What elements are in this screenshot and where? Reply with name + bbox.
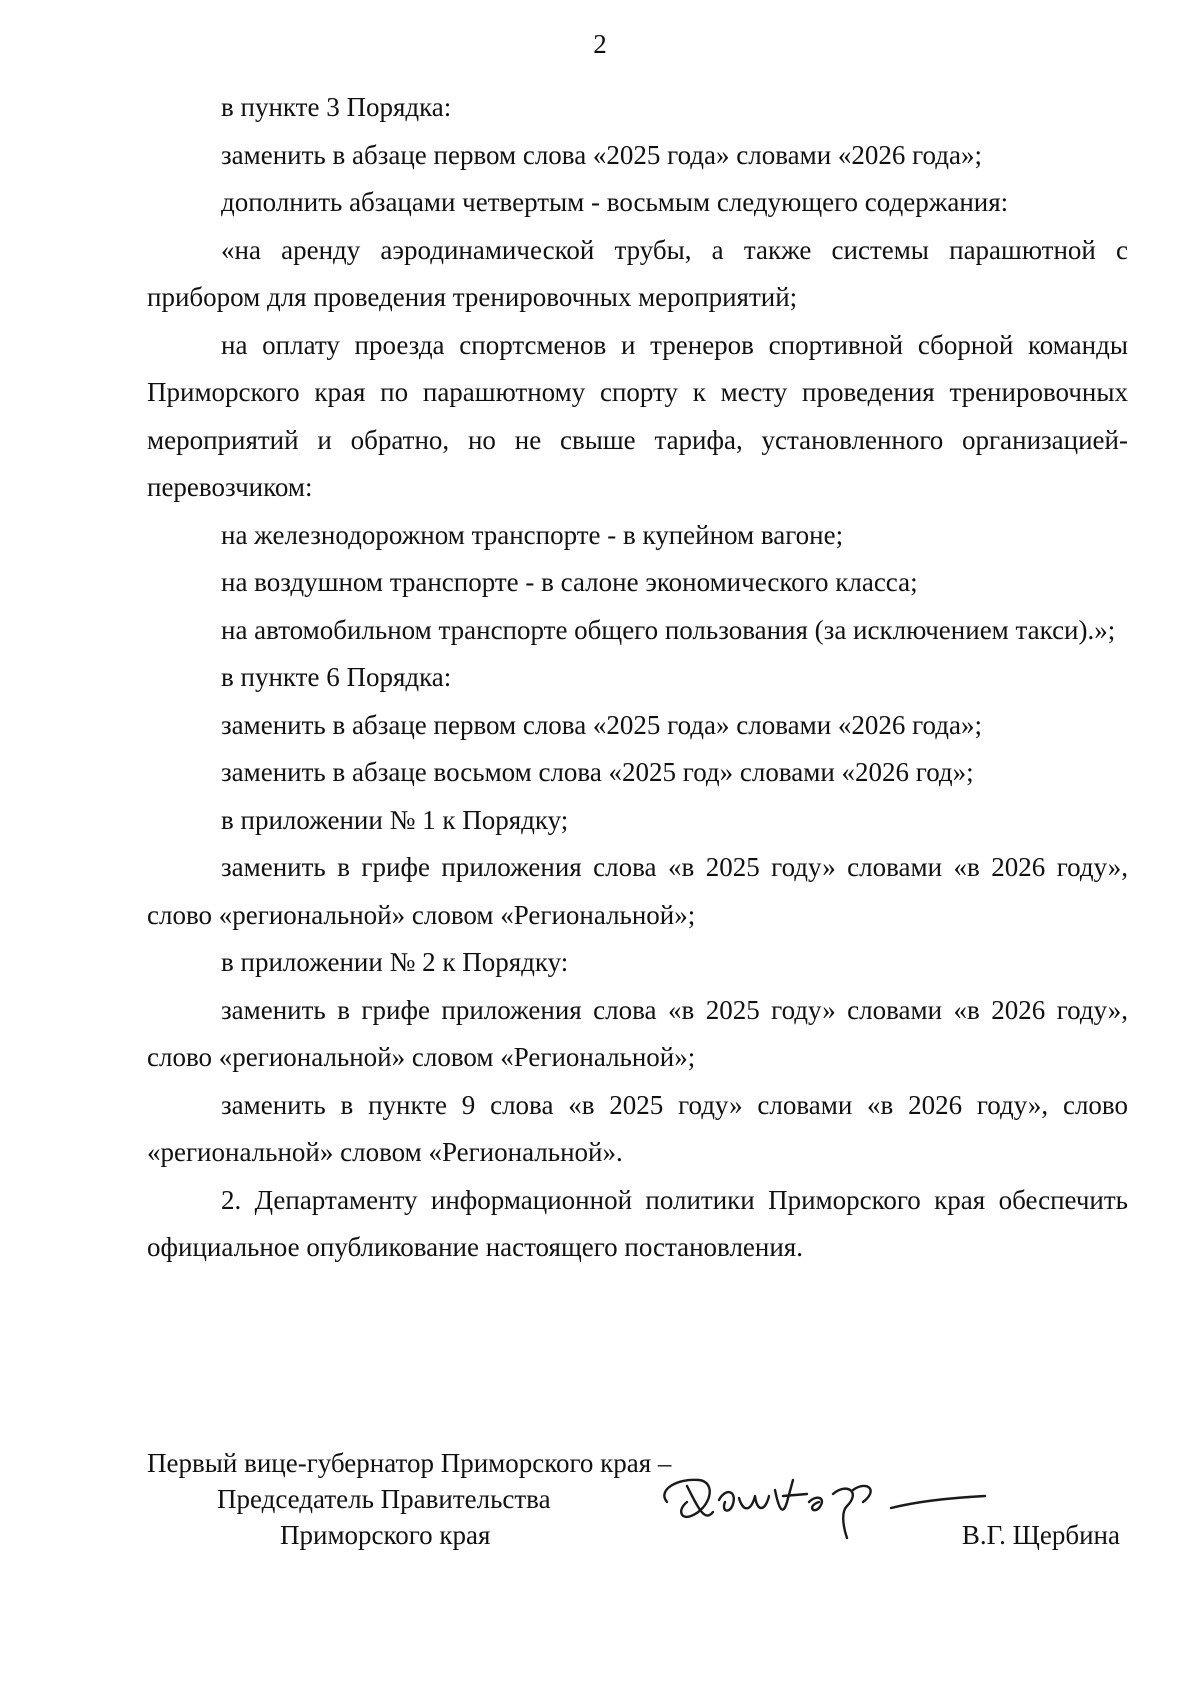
paragraph: в пункте 6 Порядка: [221,662,452,692]
paragraph: заменить в абзаце восьмом слова «2025 год» словами «2026 год»; [221,757,974,787]
paragraph: заменить в грифе приложения слова «в 2025 году» словами «в 2026 году», слово «региональной» словом «Региональной»; [147,994,1128,1072]
paragraph: дополнить абзацами четвертым - восьмым следующего содержания: [221,187,1009,217]
paragraph: в пункте 3 Порядка: [221,92,452,122]
signatory-title-line-2: Председатель Правительства [217,1484,551,1514]
paragraph: заменить в грифе приложения слова «в 2025 году» словами «в 2026 году», слово «региональной» словом «Региональной»; [147,852,1128,930]
paragraph: заменить в пункте 9 слова «в 2025 году» словами «в 2026 году», слово «региональной» словом «Региональной». [147,1089,1128,1167]
signatory-name: В.Г. Щербина [961,1520,1120,1550]
signature-block [147,1445,1128,1565]
paragraph: «на аренду аэродинамической трубы, а также системы парашютной с прибором для проведения тренировочных мероприятий; [147,234,1128,312]
paragraph: на автомобильном транспорте общего пользования (за исключением такси).»; [221,614,1116,645]
paragraph: на воздушном транспорте - в салоне экономического класса; [221,567,918,597]
paragraph: в приложении № 1 к Порядку; [221,804,569,835]
page-number: 2 [593,29,607,59]
signatory-title-line-1: Первый вице-губернатор Приморского края – [147,1448,672,1478]
paragraph: 2. Департаменту информационной политики Приморского края обеспечить официальное опубликование настоящего постановления. [147,1184,1128,1262]
signatory-title-line-3: Приморского края [280,1520,491,1550]
paragraph: на железнодорожном транспорте - в купейном вагоне; [221,519,844,550]
paragraph: заменить в абзаце первом слова «2025 года» словами «2026 года»; [221,139,982,170]
document-body [147,84,1128,1272]
paragraph: на оплату проезда спортсменов и тренеров спортивной сборной команды Приморского края по парашютному спорту к месту проведения тренировочных мероприятий и обратно, но не свыше тарифа, установленного организацией-перевозчиком: [147,329,1128,502]
paragraph: заменить в абзаце первом слова «2025 года» словами «2026 года»; [221,709,982,740]
paragraph: в приложении № 2 к Порядку: [221,947,569,977]
handwritten-signature [647,1450,987,1550]
